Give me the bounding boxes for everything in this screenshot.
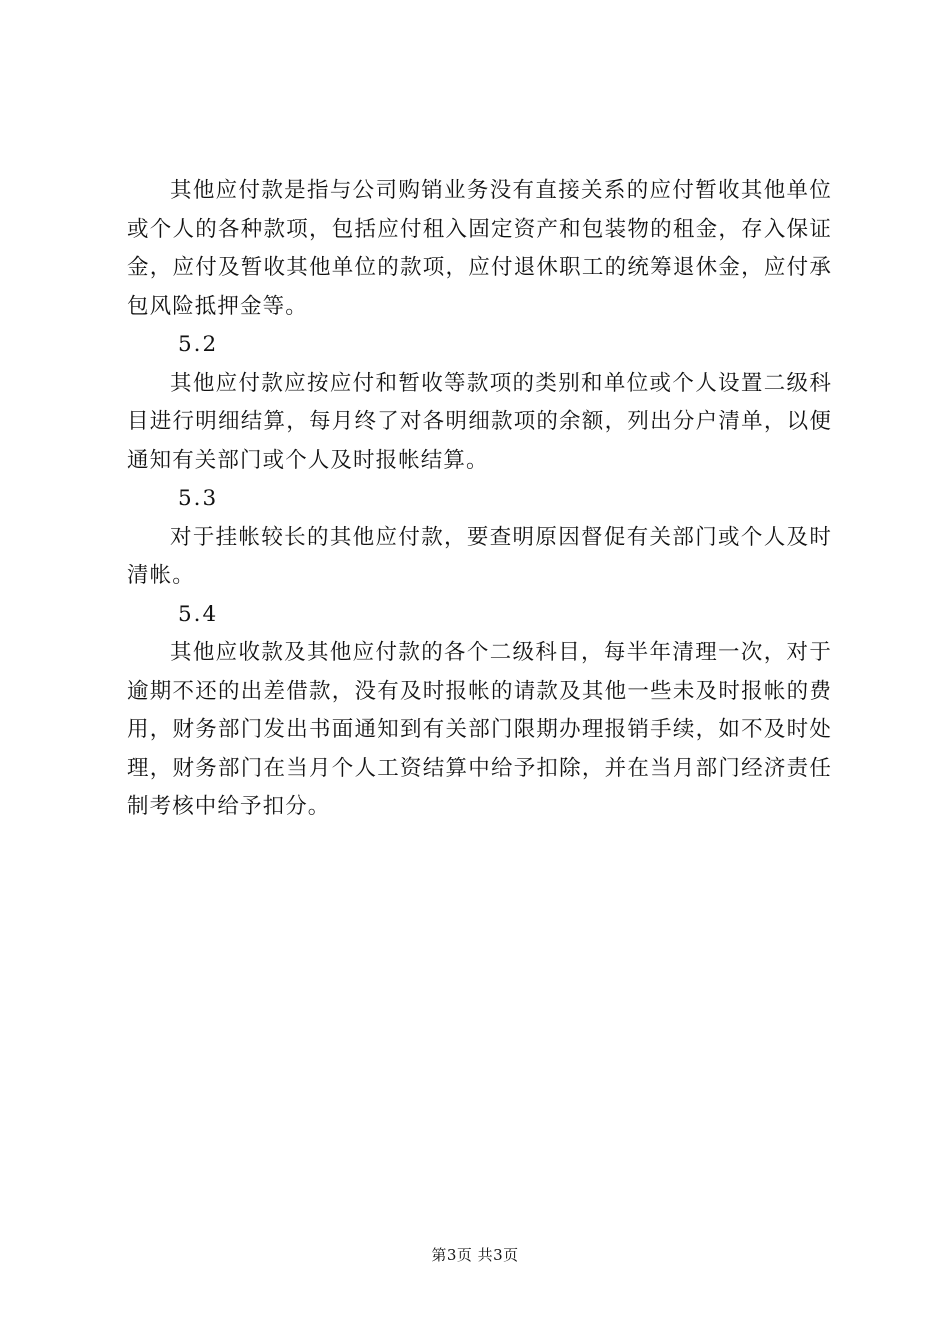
section-number-5-3: 5.3 xyxy=(178,486,219,511)
section-number-5-2: 5.2 xyxy=(178,332,219,357)
paragraph-long-outstanding: 对于挂帐较长的其他应付款，要查明原因督促有关部门或个人及时清帐。 xyxy=(127,524,832,588)
paragraph-other-payables-definition: 其他应付款是指与公司购销业务没有直接关系的应付暂收其他单位或个人的各种款项，包括应付租入固定资产和包装物的租金，存入保证金，应付及暂收其他单位的款项，应付退休职工的统筹退休金，应付承包风险抵押金等。 xyxy=(127,178,832,319)
page-footer: 第3页 共3页 xyxy=(431,1246,519,1264)
paragraph-semiannual-cleanup: 其他应收款及其他应付款的各个二级科目，每半年清理一次，对于逾期不还的出差借款，没有及时报帐的请款及其他一些未及时报帐的费用，财务部门发出书面通知到有关部门限期办理报销手续，如不及时处理，财务部门在当月个人工资结算中给予扣除，并在当月部门经济责任制考核中给予扣分。 xyxy=(127,640,832,819)
section-number-5-4: 5.4 xyxy=(178,601,219,627)
document-body xyxy=(127,172,832,827)
paragraph-secondary-accounts: 其他应付款应按应付和暂收等款项的类别和单位或个人设置二级科目进行明细结算，每月终了对各明细款项的余额，列出分户清单，以便通知有关部门或个人及时报帐结算。 xyxy=(127,370,832,473)
